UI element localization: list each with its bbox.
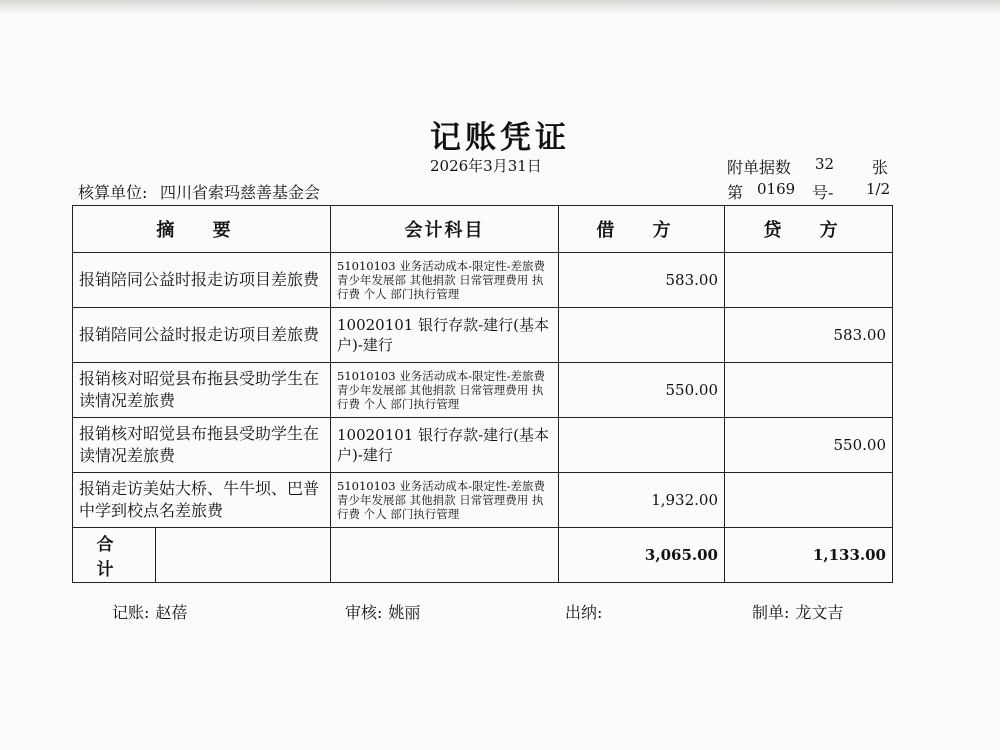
row-subject: 51010103 业务活动成本-限定性-差旅费 青少年发展部 其他捐款 日常管理费用 执行费 个人 部门执行管理 xyxy=(331,473,559,528)
table-header-row xyxy=(73,206,893,253)
table-row xyxy=(73,308,893,363)
header-debit: 借 方 xyxy=(559,206,725,253)
voucher-table xyxy=(72,205,893,583)
row-debit: 1,932.00 xyxy=(559,473,725,528)
header-summary: 摘 要 xyxy=(73,206,331,253)
row-credit: 583.00 xyxy=(725,308,893,363)
header-subject: 会计科目 xyxy=(331,206,559,253)
footer-preparer xyxy=(752,600,843,623)
table-row xyxy=(73,418,893,473)
total-label: 合 计 xyxy=(73,528,156,582)
footer-reviewer xyxy=(345,600,420,623)
bookkeeper-name: 赵蓓 xyxy=(155,603,188,622)
attachment-label: 附单据数 xyxy=(727,158,792,177)
accounting-unit-label: 核算单位: xyxy=(78,183,148,202)
row-debit xyxy=(559,308,725,363)
row-subject: 10020101 银行存款-建行(基本户)-建行 xyxy=(331,308,559,363)
total-empty-cell xyxy=(331,528,559,583)
scan-edge xyxy=(0,0,1000,14)
row-summary: 报销陪同公益时报走访项目差旅费 xyxy=(73,308,331,363)
table-row xyxy=(73,473,893,528)
row-summary: 报销核对昭觉县布拖县受助学生在读情况差旅费 xyxy=(73,418,331,473)
table-row xyxy=(73,253,893,308)
preparer-name: 龙文吉 xyxy=(795,603,844,622)
row-summary: 报销陪同公益时报走访项目差旅费 xyxy=(73,253,331,308)
total-label-cell xyxy=(73,528,331,583)
accounting-unit-value: 四川省索玛慈善基金会 xyxy=(160,183,321,202)
attachment-unit: 张 xyxy=(872,158,889,177)
total-credit: 1,133.00 xyxy=(725,528,893,583)
reviewer-name: 姚丽 xyxy=(388,603,421,622)
footer-bookkeeper xyxy=(112,600,187,623)
row-credit xyxy=(725,473,893,528)
cashier-label: 出纳: xyxy=(565,603,603,622)
total-row xyxy=(73,528,893,583)
voucher-date: 2026年3月31日 xyxy=(430,157,542,175)
bookkeeper-label: 记账: xyxy=(112,603,150,622)
header-credit: 贷 方 xyxy=(725,206,893,253)
voucher-number-label: 第 xyxy=(727,183,744,202)
voucher-number: 0169 xyxy=(757,180,796,198)
row-debit xyxy=(559,418,725,473)
row-subject: 51010103 业务活动成本-限定性-差旅费 青少年发展部 其他捐款 日常管理费用 执行费 个人 部门执行管理 xyxy=(331,253,559,308)
row-summary: 报销核对昭觉县布拖县受助学生在读情况差旅费 xyxy=(73,363,331,418)
row-credit xyxy=(725,253,893,308)
voucher-page: 1/2 xyxy=(866,180,891,198)
reviewer-label: 审核: xyxy=(345,603,383,622)
row-credit xyxy=(725,363,893,418)
row-summary: 报销走访美姑大桥、牛牛坝、巴普中学到校点名差旅费 xyxy=(73,473,331,528)
row-debit: 583.00 xyxy=(559,253,725,308)
voucher-number-suffix: 号- xyxy=(812,183,834,202)
table-row xyxy=(73,363,893,418)
preparer-label: 制单: xyxy=(752,603,790,622)
row-subject: 10020101 银行存款-建行(基本户)-建行 xyxy=(331,418,559,473)
row-credit: 550.00 xyxy=(725,418,893,473)
footer-cashier xyxy=(565,600,608,623)
row-subject: 51010103 业务活动成本-限定性-差旅费 青少年发展部 其他捐款 日常管理费用 执行费 个人 部门执行管理 xyxy=(331,363,559,418)
attachment-count: 32 xyxy=(815,155,835,173)
total-debit: 3,065.00 xyxy=(559,528,725,583)
row-debit: 550.00 xyxy=(559,363,725,418)
voucher-title: 记账凭证 xyxy=(430,120,570,156)
